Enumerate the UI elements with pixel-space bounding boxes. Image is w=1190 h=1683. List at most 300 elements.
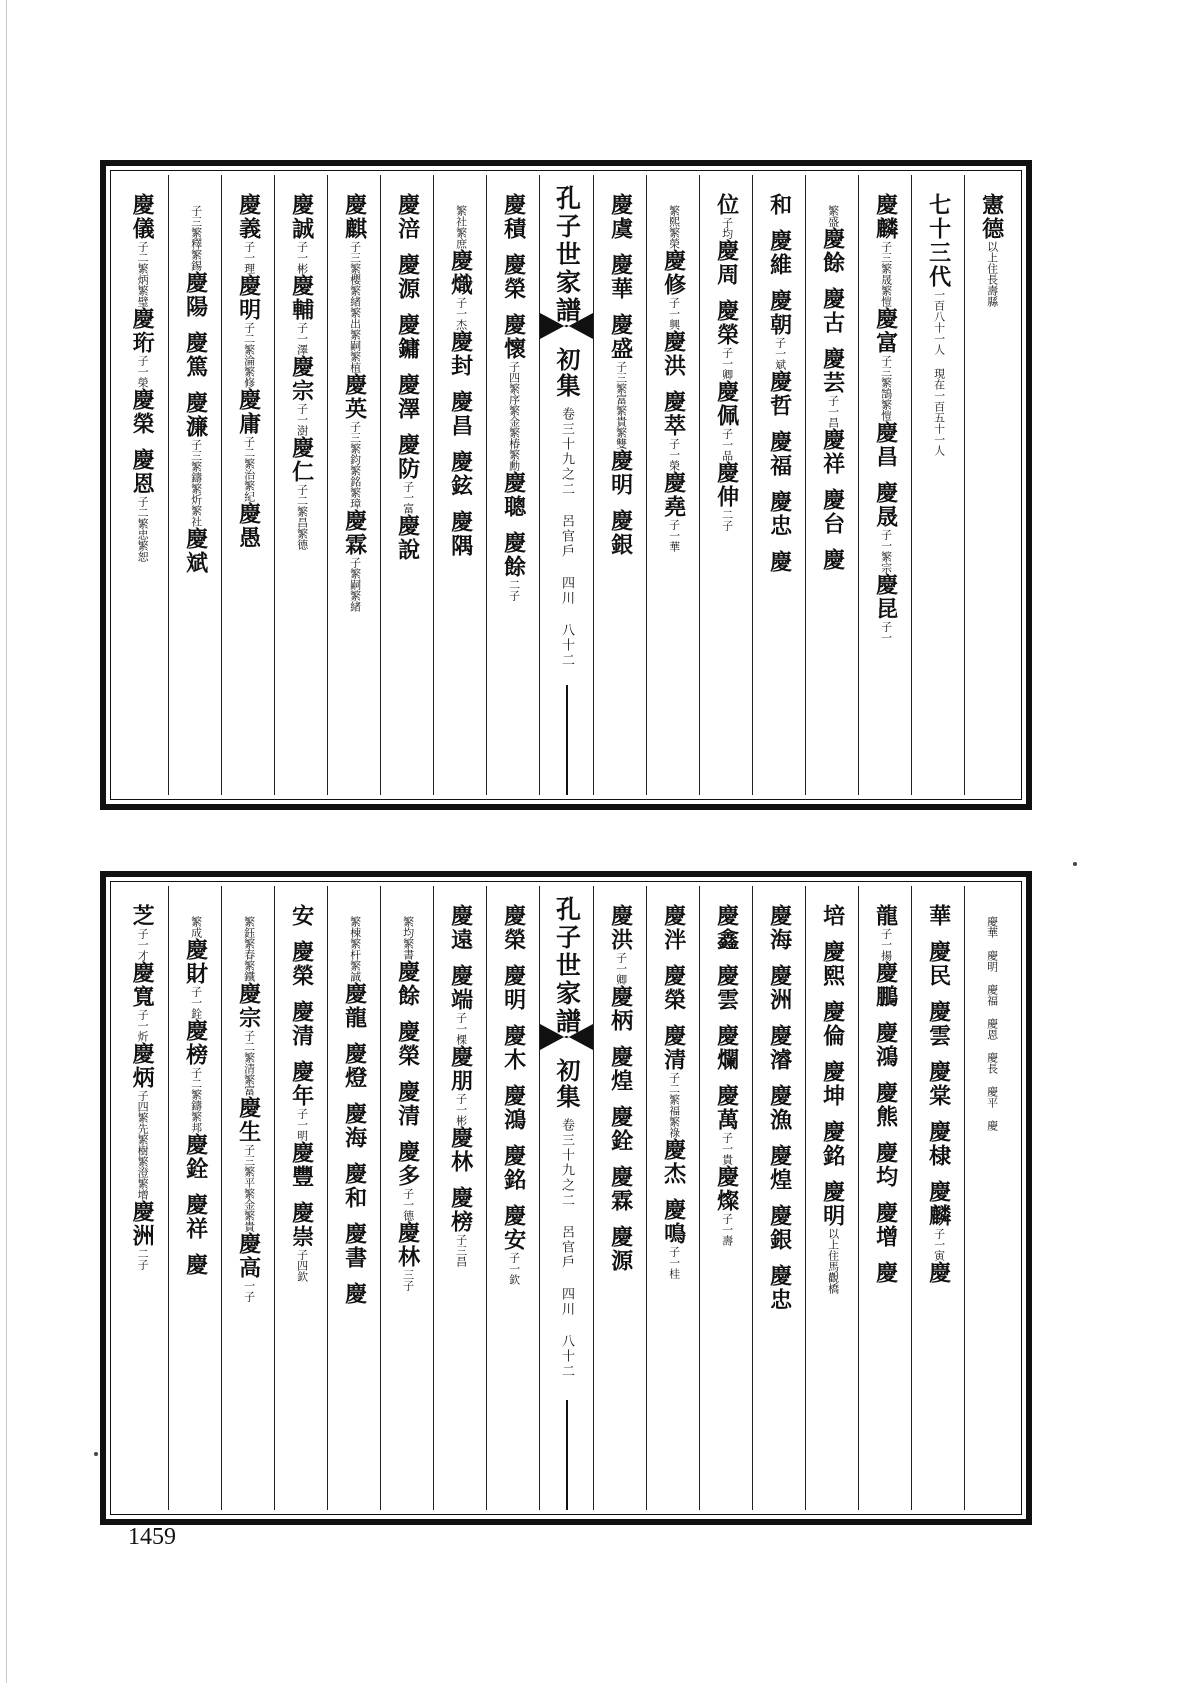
entry-name: 慶和 [341, 1162, 368, 1210]
entry-name: 龍 [872, 904, 899, 928]
entry-name: 慶遠 [447, 904, 474, 952]
entry-name: 慶餘 [819, 227, 846, 275]
entry-name: 慶古 [819, 287, 846, 335]
entry-name: 慶哲 [766, 370, 793, 418]
entry-name: 慶木 [500, 1024, 527, 1072]
entry-name: 慶 [819, 548, 846, 572]
entry-name: 慶榮 [394, 1020, 421, 1068]
annotation-note: 二子 [136, 1248, 150, 1270]
annotation-note: 子一德 [401, 1188, 415, 1221]
entry-name: 慶 [766, 550, 793, 574]
annotation-note: 子三繁鵠繁愷 [879, 355, 893, 421]
entry-name: 慶熊 [872, 1081, 899, 1129]
column-text [607, 193, 632, 557]
bottom-column-5 [752, 886, 805, 1510]
annotation-note: 子一品 [720, 428, 734, 461]
annotation-note: 子均 [720, 217, 734, 239]
annotation-note: 慶平 [985, 1086, 999, 1108]
spine-title: 孔子世家譜 [552, 896, 582, 1036]
entry-name: 慶昌 [872, 421, 899, 469]
annotation-note: 子一彬 [454, 1093, 468, 1126]
entry-name: 七十三代 [925, 193, 952, 289]
entry-name: 慶均 [872, 1141, 899, 1189]
top-column-3 [858, 175, 911, 795]
entry-name: 慶儀 [129, 193, 156, 241]
entry-name: 慶伸 [713, 461, 740, 509]
top-column-7 [646, 175, 699, 795]
annotation-note: 繁社繁庶 [454, 205, 468, 249]
entry-name: 慶澤 [394, 373, 421, 421]
entry-name: 慶華 [607, 253, 634, 301]
entry-name: 慶修 [660, 249, 687, 297]
entry-name: 慶榮 [660, 964, 687, 1012]
column-text [925, 904, 950, 1285]
entry-name: 慶維 [766, 229, 793, 277]
bottom-column-12 [327, 886, 380, 1510]
entry-name: 慶隅 [447, 510, 474, 558]
annotation-note: 繁盛 [826, 205, 840, 227]
entry-name: 慶煌 [607, 1045, 634, 1093]
annotation-note: 慶 [985, 1120, 999, 1131]
entry-name: 慶銀 [766, 1204, 793, 1252]
bottom-column-16 [115, 886, 168, 1510]
annotation-note: 三子 [401, 1269, 415, 1291]
top-column-8 [593, 175, 646, 795]
column-text [819, 193, 844, 572]
entry-name: 慶麟 [925, 1180, 952, 1228]
column-text [129, 193, 154, 562]
entry-name: 慶餘 [394, 960, 421, 1008]
entry-name: 慶富 [872, 307, 899, 355]
scan-speck [1073, 862, 1077, 866]
column-text [766, 193, 791, 574]
entry-name: 慶封 [447, 330, 474, 378]
column-text [872, 904, 897, 1285]
entry-name: 慶高 [235, 1232, 262, 1280]
entry-name: 慶萃 [660, 390, 687, 438]
annotation-note: 繁成 [189, 916, 203, 938]
annotation-note: 子一興 [667, 297, 681, 330]
annotation-note: 子三繁富繁貴繁雙 [614, 361, 628, 449]
top-column-5 [752, 175, 805, 795]
entry-name: 位 [713, 193, 740, 217]
spine-rule [566, 685, 568, 795]
bottom-column-9 [486, 886, 539, 1510]
entry-name: 慶虞 [607, 193, 634, 241]
bottom-column-1 [964, 886, 1017, 1510]
entry-name: 慶忠 [766, 490, 793, 538]
entry-name: 慶陽 [182, 271, 209, 319]
column-text [978, 904, 1003, 1131]
entry-name: 慶祥 [182, 1193, 209, 1241]
entry-name: 慶昆 [872, 573, 899, 621]
annotation-note: 子一理 [242, 241, 256, 274]
bottom-genealogy-panel [100, 871, 1032, 1525]
annotation-note: 子一寅 [932, 1228, 946, 1261]
entry-name: 慶清 [288, 1000, 315, 1048]
entry-name: 慶朝 [766, 289, 793, 337]
entry-name: 慶榜 [447, 1186, 474, 1234]
entry-name: 慶財 [182, 938, 209, 986]
entry-name: 慶堯 [660, 471, 687, 519]
entry-name: 慶麟 [872, 193, 899, 241]
entry-name: 慶周 [713, 239, 740, 287]
column-text [129, 904, 154, 1270]
entry-name: 慶燈 [341, 1042, 368, 1090]
annotation-note: 子一揚 [879, 928, 893, 961]
annotation-note: 子一繁宗 [879, 529, 893, 573]
bottom-column-14 [221, 886, 274, 1510]
entry-name: 慶濬 [766, 1024, 793, 1072]
annotation-note: 子一卿 [614, 952, 628, 985]
annotation-note: 子二繁昌繁德 [295, 484, 309, 550]
entry-name: 慶洲 [766, 964, 793, 1012]
entry-name: 慶銘 [819, 1120, 846, 1168]
annotation-note: 子二繁淪繁修 [242, 322, 256, 388]
entry-name: 慶 [182, 1253, 209, 1277]
annotation-note: 子一桂 [667, 1246, 681, 1279]
spine-rule [566, 1400, 568, 1510]
entry-name: 慶鏞 [394, 313, 421, 361]
entry-name: 慶棣 [925, 1120, 952, 1168]
entry-name: 慶洪 [607, 904, 634, 952]
scan-speck [94, 1452, 98, 1456]
column-text [500, 904, 525, 1285]
annotation-note: 子一榮 [667, 438, 681, 471]
bottom-column-13 [274, 886, 327, 1510]
entry-name: 慶 [925, 1261, 952, 1285]
page-number: 1459 [128, 1524, 176, 1550]
entry-name: 慶源 [394, 253, 421, 301]
entry-name: 慶珩 [129, 307, 156, 355]
entry-name: 慶安 [500, 1204, 527, 1252]
entry-name: 慶龍 [341, 982, 368, 1030]
column-text [500, 193, 525, 601]
column-text [713, 193, 738, 531]
entry-name: 慶昌 [447, 390, 474, 438]
entry-name: 慶生 [235, 1096, 262, 1144]
column-text [660, 193, 685, 552]
entry-name: 慶坤 [819, 1060, 846, 1108]
entry-name: 慶鵬 [872, 961, 899, 1009]
bottom-column-2 [911, 886, 964, 1510]
column-text [341, 904, 366, 1306]
spine-volume: 初集 [552, 347, 581, 399]
entry-name: 慶 [341, 1282, 368, 1306]
spine-meta: 卷三十九之二 呂官戶 四川 八十二 [559, 407, 574, 668]
annotation-note: 子一澍 [295, 403, 309, 436]
entry-name: 慶朋 [447, 1045, 474, 1093]
entry-name: 和 [766, 193, 793, 217]
top-column-1 [964, 175, 1017, 795]
bottom-spine-column [539, 886, 593, 1510]
annotation-note: 子二繁治繁紀 [242, 436, 256, 502]
entry-name: 慶銓 [607, 1105, 634, 1153]
top-spine-column [539, 175, 593, 795]
annotation-note: 子一華 [667, 519, 681, 552]
entry-name: 慶爛 [713, 1024, 740, 1072]
entry-name: 慶棠 [925, 1060, 952, 1108]
column-text [182, 904, 207, 1277]
entry-name: 慶燦 [713, 1165, 740, 1213]
top-column-11 [380, 175, 433, 795]
entry-name: 慶洪 [660, 330, 687, 378]
entry-name: 培 [819, 904, 846, 928]
annotation-note: 慶明 [985, 950, 999, 972]
annotation-note: 子三昌 [454, 1234, 468, 1267]
bottom-column-11 [380, 886, 433, 1510]
annotation-note: 子一榮 [136, 355, 150, 388]
entry-name: 慶民 [925, 940, 952, 988]
entry-name: 芝 [129, 904, 156, 928]
entry-name: 慶篤 [182, 331, 209, 379]
annotation-note: 子一欽 [507, 1252, 521, 1285]
entry-name: 慶銘 [500, 1144, 527, 1192]
annotation-note: 子三繁釋繁錫 [189, 205, 203, 271]
entry-name: 慶忠 [766, 1264, 793, 1312]
annotation-note: 子一卿 [720, 347, 734, 380]
column-text [447, 193, 472, 558]
annotation-note: 子一銓 [189, 986, 203, 1019]
entry-name: 慶庸 [235, 388, 262, 436]
entry-name: 慶清 [660, 1024, 687, 1072]
entry-name: 慶霖 [341, 509, 368, 557]
top-column-9 [486, 175, 539, 795]
entry-name: 慶海 [341, 1102, 368, 1150]
entry-name: 慶盛 [607, 313, 634, 361]
annotation-note: 以上住馬觀橋 [826, 1228, 840, 1294]
entry-name: 慶銀 [607, 509, 634, 557]
entry-name: 慶英 [341, 373, 368, 421]
column-text [341, 193, 366, 612]
entry-name: 慶祥 [819, 428, 846, 476]
column-text [235, 193, 260, 550]
entry-name: 慶清 [394, 1080, 421, 1128]
entry-name: 慶煌 [766, 1144, 793, 1192]
entry-name: 慶雲 [925, 1000, 952, 1048]
entry-name: 慶義 [235, 193, 262, 241]
annotation-note: 子一彬 [295, 241, 309, 274]
annotation-note: 子三繁晟繁愷 [879, 241, 893, 307]
column-text [660, 904, 685, 1279]
bottom-column-8 [593, 886, 646, 1510]
entry-name: 慶明 [500, 964, 527, 1012]
annotation-note: 二子 [507, 579, 521, 601]
entry-name: 慶霖 [607, 1165, 634, 1213]
entry-name: 慶榮 [288, 940, 315, 988]
top-column-13 [274, 175, 327, 795]
entry-name: 安 [288, 904, 315, 928]
entry-name: 慶泮 [660, 904, 687, 952]
annotation-note: 子一貴 [720, 1132, 734, 1165]
entry-name: 慶書 [341, 1222, 368, 1270]
entry-name: 慶麒 [341, 193, 368, 241]
entry-name: 慶誠 [288, 193, 315, 241]
entry-name: 慶恩 [129, 448, 156, 496]
scan-edge-line [6, 0, 7, 1683]
entry-name: 慶涪 [394, 193, 421, 241]
column-text [394, 193, 419, 562]
entry-name: 慶漁 [766, 1084, 793, 1132]
entry-name: 慶洲 [129, 1200, 156, 1248]
entry-name: 慶炳 [129, 1042, 156, 1090]
annotation-note: 慶恩 [985, 1018, 999, 1040]
entry-name: 慶仁 [288, 436, 315, 484]
top-column-2 [911, 175, 964, 795]
entry-name: 慶明 [235, 274, 262, 322]
entry-name: 慶多 [394, 1140, 421, 1188]
annotation-note: 子三繁平繁金繁貴 [242, 1144, 256, 1232]
bottom-panel-columns [115, 886, 1017, 1510]
annotation-note: 子四欽 [295, 1249, 309, 1282]
annotation-note: 子二繁忠繁恕 [136, 496, 150, 562]
spine-volume: 初集 [552, 1058, 581, 1110]
annotation-note: 子三繁鈞繁銘繁璋 [348, 421, 362, 509]
top-column-12 [327, 175, 380, 795]
entry-name: 慶林 [447, 1126, 474, 1174]
entry-name: 慶榮 [129, 388, 156, 436]
column-text [978, 193, 1003, 307]
entry-name: 慶熙 [819, 940, 846, 988]
entry-name: 慶端 [447, 964, 474, 1012]
column-text [713, 904, 738, 1246]
annotation-note: 子一昌 [826, 395, 840, 428]
entry-name: 慶明 [607, 449, 634, 497]
entry-name: 慶寬 [129, 961, 156, 1009]
entry-name: 慶輔 [288, 274, 315, 322]
entry-name: 慶鑫 [713, 904, 740, 952]
entry-name: 慶福 [766, 430, 793, 478]
top-column-16 [115, 175, 168, 795]
annotation-note: 子一棵 [454, 1012, 468, 1045]
entry-name: 慶萬 [713, 1084, 740, 1132]
entry-name: 憲德 [978, 193, 1005, 241]
annotation-note: 子一炘 [136, 1009, 150, 1042]
annotation-note: 子一壽 [720, 1213, 734, 1246]
column-text [182, 193, 207, 575]
entry-name: 慶銓 [182, 1133, 209, 1181]
entry-name: 慶林 [394, 1221, 421, 1269]
annotation-note: 子一斌 [773, 337, 787, 370]
entry-name: 慶宗 [235, 982, 262, 1030]
annotation-note: 子二繁福繁祿 [667, 1072, 681, 1138]
entry-name: 慶 [872, 1261, 899, 1285]
entry-name: 慶熾 [447, 249, 474, 297]
entry-name: 慶鴻 [872, 1021, 899, 1069]
column-text [394, 904, 419, 1291]
entry-name: 慶防 [394, 433, 421, 481]
annotation-note: 繁棟繁杆繁誠 [348, 916, 362, 982]
annotation-note: 子一杰 [454, 297, 468, 330]
top-genealogy-panel [100, 160, 1032, 810]
bottom-column-6 [699, 886, 752, 1510]
bottom-column-3 [858, 886, 911, 1510]
entry-name: 慶豐 [288, 1141, 315, 1189]
column-text [235, 904, 260, 1302]
annotation-note: 子一澤 [295, 322, 309, 355]
entry-name: 慶榮 [713, 299, 740, 347]
annotation-note: 子一 [879, 621, 893, 643]
annotation-note: 慶福 [985, 984, 999, 1006]
annotation-note: 慶長 [985, 1052, 999, 1074]
column-text [288, 193, 313, 550]
annotation-note: 子一明 [295, 1108, 309, 1141]
entry-name: 慶杰 [660, 1138, 687, 1186]
annotation-note: 繁熙繁榮 [667, 205, 681, 249]
entry-name: 慶芸 [819, 347, 846, 395]
annotation-note: 慶華 [985, 916, 999, 938]
column-text [288, 904, 313, 1282]
entry-name: 慶雲 [713, 964, 740, 1012]
column-text [925, 193, 950, 456]
entry-name: 慶說 [394, 514, 421, 562]
annotation-note: 一百八十一人 現在一百五十一人 [932, 289, 946, 456]
entry-name: 慶積 [500, 193, 527, 241]
column-text [447, 904, 472, 1267]
entry-name: 慶斌 [182, 527, 209, 575]
entry-name: 慶榜 [182, 1019, 209, 1067]
top-panel-columns [115, 175, 1017, 795]
column-text [819, 904, 844, 1294]
annotation-note: 子二繁炳繁璧 [136, 241, 150, 307]
entry-name: 慶愚 [235, 502, 262, 550]
entry-name: 慶聰 [500, 471, 527, 519]
entry-name: 慶濂 [182, 391, 209, 439]
annotation-note: 子四繁序繁金繁椿繁勳 [507, 361, 521, 471]
entry-name: 慶海 [766, 904, 793, 952]
annotation-note: 子三繁鑄繁炘繁社 [189, 439, 203, 527]
column-text [607, 904, 632, 1273]
spine-title: 孔子世家譜 [552, 185, 582, 325]
annotation-note: 以上住長壽縣 [985, 241, 999, 307]
entry-name: 慶榮 [500, 253, 527, 301]
bottom-column-7 [646, 886, 699, 1510]
entry-name: 慶榮 [500, 904, 527, 952]
column-text [872, 193, 897, 643]
entry-name: 慶宗 [288, 355, 315, 403]
annotation-note: 子一才 [136, 928, 150, 961]
top-column-15 [168, 175, 221, 795]
entry-name: 慶晟 [872, 481, 899, 529]
bottom-column-10 [433, 886, 486, 1510]
entry-name: 慶鳴 [660, 1198, 687, 1246]
entry-name: 慶崇 [288, 1201, 315, 1249]
entry-name: 慶懷 [500, 313, 527, 361]
annotation-note: 二子 [720, 509, 734, 531]
top-column-14 [221, 175, 274, 795]
annotation-note: 繁均繁書 [401, 916, 415, 960]
bottom-column-15 [168, 886, 221, 1510]
entry-name: 慶源 [607, 1225, 634, 1273]
annotation-note: 子四繁先繁樹繁澄繁增 [136, 1090, 150, 1200]
spine-meta: 卷三十九之二 呂官戶 四川 八十二 [559, 1118, 574, 1379]
annotation-note: 子二繁鑄繁邦 [189, 1067, 203, 1133]
annotation-note: 子二繁清繁富 [242, 1030, 256, 1096]
top-column-4 [805, 175, 858, 795]
annotation-note: 子繁嗣繁緒 [348, 557, 362, 612]
entry-name: 慶鉉 [447, 450, 474, 498]
top-column-6 [699, 175, 752, 795]
entry-name: 慶鴻 [500, 1084, 527, 1132]
annotation-note: 繁鈺繁春繁鐵 [242, 916, 256, 982]
annotation-note: 一子 [242, 1280, 256, 1302]
column-text [766, 904, 791, 1312]
annotation-note: 子一富 [401, 481, 415, 514]
entry-name: 慶年 [288, 1060, 315, 1108]
entry-name: 慶明 [819, 1180, 846, 1228]
entry-name: 慶台 [819, 488, 846, 536]
entry-name: 慶增 [872, 1201, 899, 1249]
